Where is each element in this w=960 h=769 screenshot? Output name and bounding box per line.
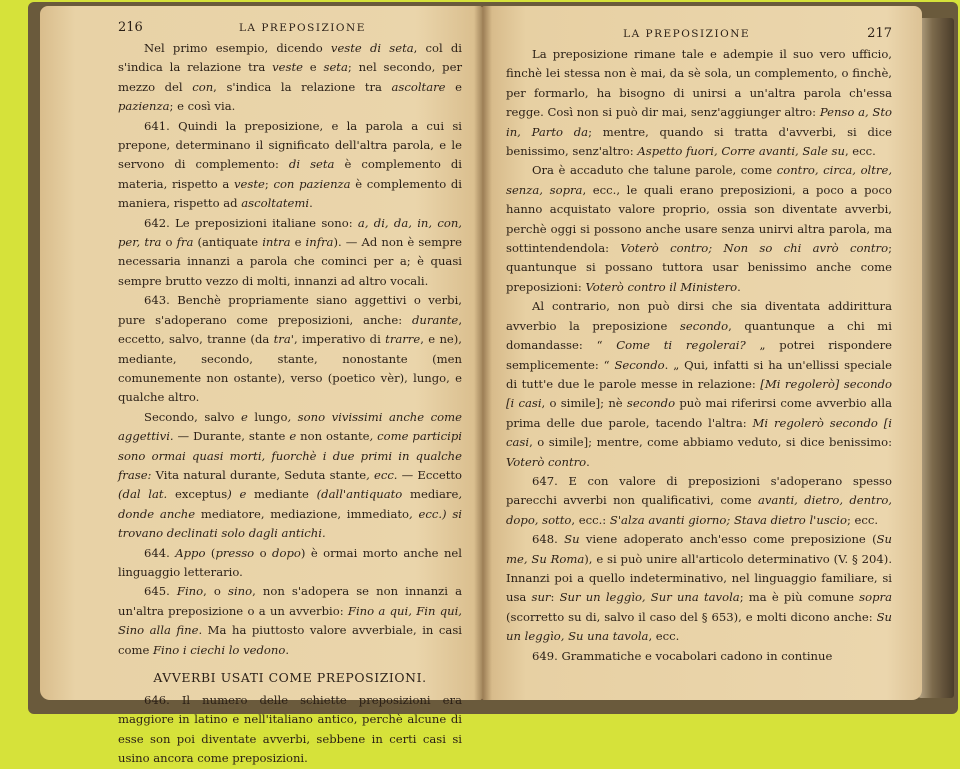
page-edges xyxy=(918,18,954,698)
left-paragraph-2: 641. Quindi la preposizione, e la parola a cui si prepone, determinano il significato dell'altra parola, e le servono di complemento: di seta è complemento di materia, rispetto a veste; con pazienza è complemento di maniera, rispetto ad ascoltatemi. xyxy=(118,118,463,211)
left-paragraph-4: 643. Benchè propriamente siano aggettivi o verbi, pure s'adoperano come preposizioni, anche: durante, eccetto, salvo, tranne (da tra', imperativo di trarre, e ne), mediante, secondo, stante, nonostante (men comunemente non ostante), verso (poetico vèr), lungo, e qualche altro. xyxy=(118,293,462,405)
left-paragraph-7: 645. Fino, o sino, non s'adopera se non innanzi a un'altra preposizione o a un avverbio: Fino a qui, Fin qui, Sino alla fine. Ma ha piuttosto valore avverbiale, in casi come Fino i ciechi lo vedono. xyxy=(118,584,462,657)
left-running-header xyxy=(118,20,462,35)
left-page xyxy=(40,6,482,766)
paragraph-646: 646. Il numero delle schiette preposizioni era maggiore in latino e nell'italiano antico, perchè alcune di esse son poi diventate avverbi, sebbene in certi casi si usino ancora come preposizioni. xyxy=(118,693,462,766)
right-paragraph-5: 648. Su viene adoperato anch'esso come preposizione (Su me, Su Roma), e si può unire all'articolo determinativo (V. § 204). Innanzi poi a quello indeterminativo, nel linguaggio familiare, si usa sur: Sur un leggìo, Sur una tavola; ma è più comune sopra (scorretto su di, salvo il caso del § 653), e molti dicono anche: Su un leggìo, Su una tavola, ecc. xyxy=(506,532,893,644)
left-page-number: 216 xyxy=(118,20,143,35)
right-page-number: 217 xyxy=(867,26,892,41)
section-heading: AVVERBI USATI COME PREPOSIZIONI. xyxy=(153,670,427,685)
right-page xyxy=(482,6,922,700)
right-page-body xyxy=(506,45,892,647)
paragraph-649-start: 649. Grammatiche e vocabolari cadono in continue xyxy=(532,648,833,663)
right-paragraph-3: Al contrario, non può dirsi che sia diventata addirittura avverbio la preposizione secondo, quantunque a chi mi domandasse: “ Come ti regolerai? „ potrei rispondere semplicemente: “ Secondo. „ Qui, infatti si ha un'ellissi speciale di tutt'e due le parole messe in relazione: [Mi regolerò] secondo [i casi, o simile]; nè secondo può mai riferirsi come avverbio alla prima delle due parole, tacendo l'altra: Mi regolerò secondo [i casi, o simile]; mentre, come abbiamo veduto, si dice benissimo: Voterò contro. xyxy=(506,299,892,469)
left-running-title: LA PREPOSIZIONE xyxy=(238,22,366,34)
right-paragraph-1: La preposizione rimane tale e adempie il suo vero ufficio, finchè lei stessa non è mai, da sè sola, un complemento, o finchè, per formarlo, ha bisogno di unirsi a un'altra parola ch'essa regge. Così non si può dir mai, senz'aggiunger altro: Penso a, Sto in, Parto da; mentre, quando si tratta d'avverbi, si dice benissimo, senz'altro: Aspetto fuori, Corre avanti, Sale su, ecc. xyxy=(506,47,892,159)
left-page-body xyxy=(118,39,462,660)
right-paragraph-2: Ora è accaduto che talune parole, come contro, circa, oltre, senza, sopra, ecc., le quali erano preposizioni, a poco a poco hanno acquistato valore proprio, ossia son diventate avverbi, perchè oggi si possono anche usare senza unirvi altra parola, ma sottintendendola: Voterò contro; Non so chi avrò contro; quantunque si possano tuttora usar benissimo anche come preposizioni: Voterò contro il Ministero. xyxy=(506,163,892,294)
right-running-header xyxy=(506,26,892,41)
right-paragraph-4: 647. E con valore di preposizioni s'adoperano spesso parecchi avverbi non qualificativi, come avanti, dietro, dentro, dopo, sotto, ecc.: S'alza avanti giorno; Stava dietro l'uscio; ecc. xyxy=(506,473,892,527)
left-paragraph-6: 644. Appo (presso o dopo) è ormai morto anche nel linguaggio letterario. xyxy=(118,545,462,579)
left-paragraph-1: Nel primo esempio, dicendo veste di seta, col di s'indica la relazione tra veste e seta; nel secondo, per mezzo del con, s'indica la relazione tra ascoltare e pazienza; e così via. xyxy=(118,41,462,114)
left-paragraph-5: Secondo, salvo e lungo, sono vivissimi anche come aggettivi. — Durante, stante e non ostante, come participi sono ormai quasi morti, fuorchè i due primi in qualche frase: Vita natural durante, Seduta stante, ecc. — Eccetto (dal lat. exceptus) e mediante (dall'antiquato mediare, donde anche mediatore, mediazione, immediato, ecc.) si trovano declinati solo dagli antichi. xyxy=(118,409,463,541)
left-paragraph-3: 642. Le preposizioni italiane sono: a, di, da, in, con, per, tra o fra (antiquate intra e infra). — Ad non è sempre necessaria innanzi a parola che cominci per a; è quasi sempre brutto vezzo di molti, innanzi ad altro vocali. xyxy=(118,215,462,288)
right-running-title: LA PREPOSIZIONE xyxy=(623,28,751,40)
book-gutter xyxy=(474,6,492,700)
